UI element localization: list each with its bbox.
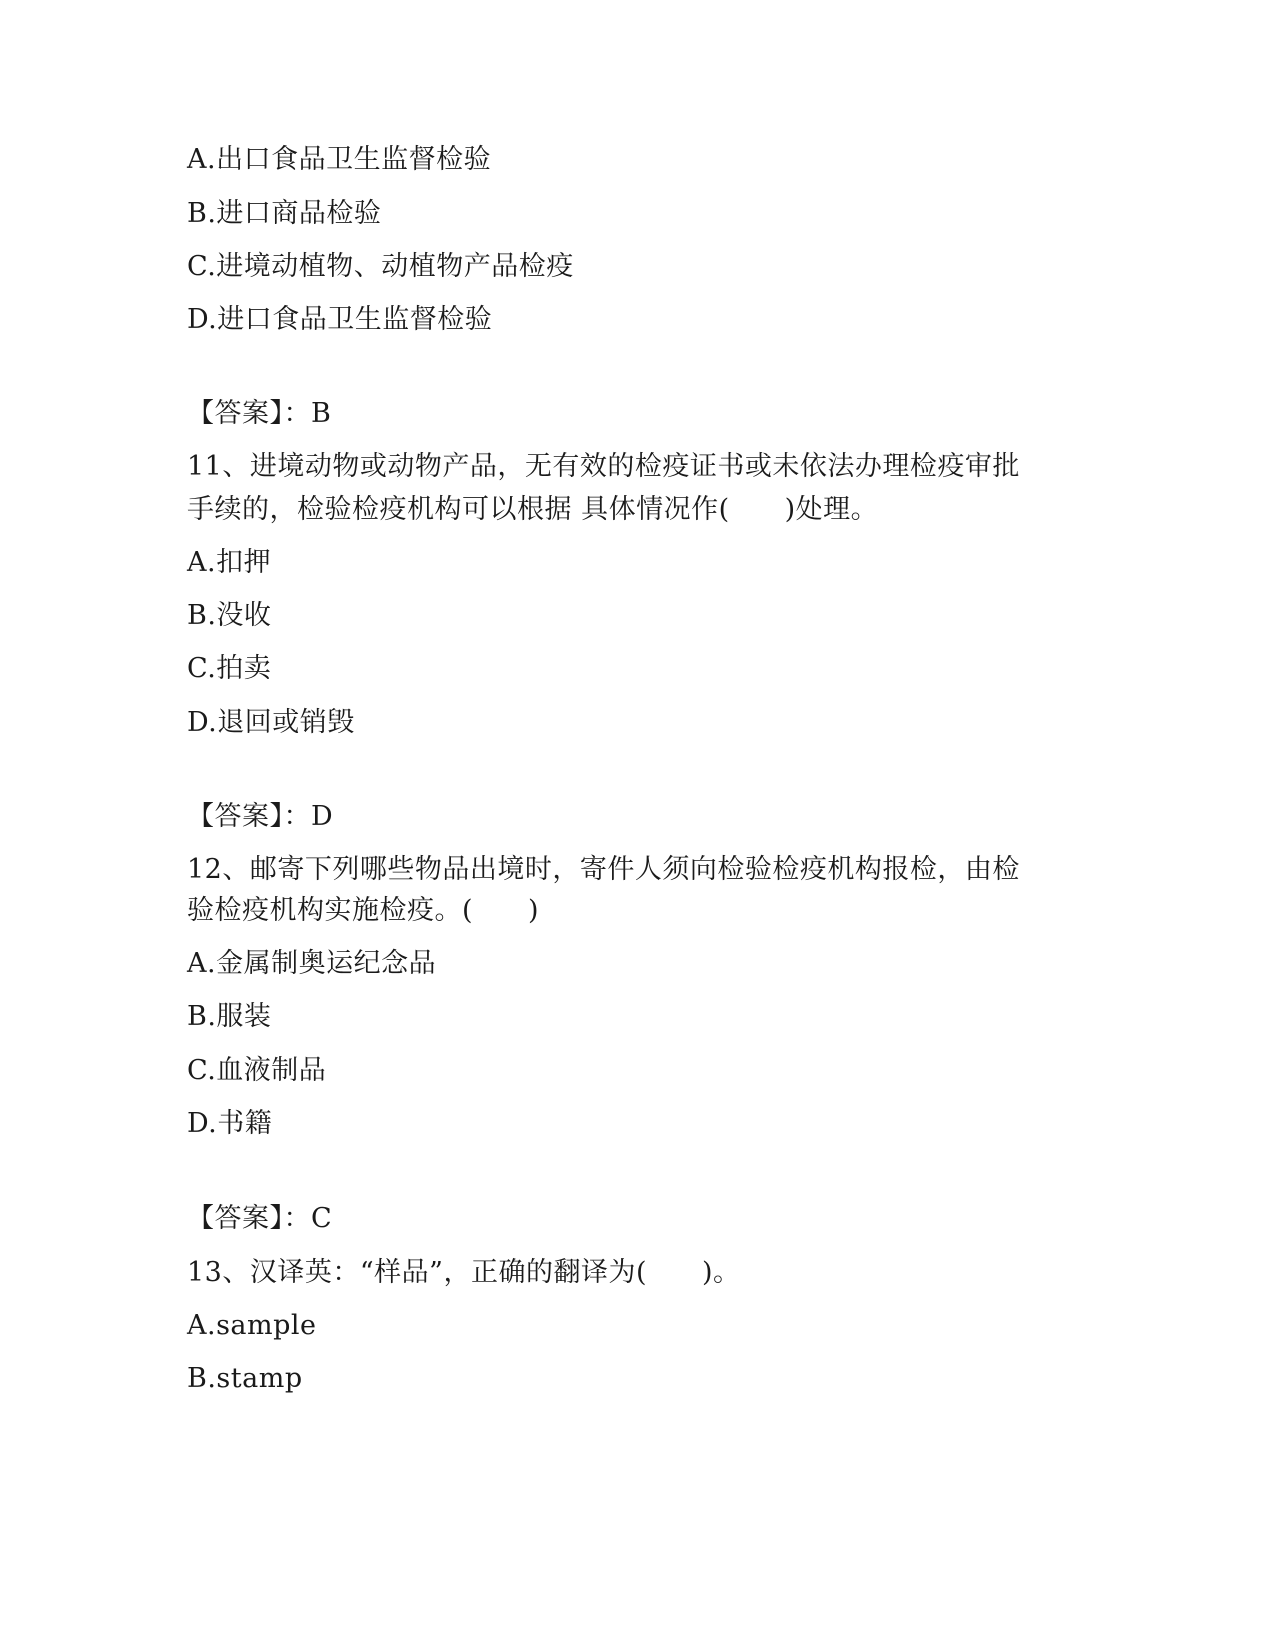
- q13-option-a: A.sample: [187, 1310, 317, 1341]
- q10-option-d: D.进口食品卫生监督检验: [187, 304, 493, 335]
- q12-question-line2: 验检疫机构实施检疫。( ): [187, 895, 540, 926]
- q11-option-c: C.拍卖: [187, 653, 272, 684]
- q12-option-a: A.金属制奥运纪念品: [187, 948, 437, 979]
- q11-question-line2: 手续的，检验检疫机构可以根据 具体情况作( )处理。: [187, 494, 879, 525]
- q13-option-b: B.stamp: [187, 1363, 303, 1394]
- q11-option-b: B.没收: [187, 600, 272, 631]
- q10-option-c: C.进境动植物、动植物产品检疫: [187, 251, 574, 282]
- q10-option-b: B.进口商品检验: [187, 198, 382, 229]
- q12-option-d: D.书籍: [187, 1108, 273, 1139]
- q12-answer: 【答案】：C: [187, 1203, 333, 1234]
- q11-option-a: A.扣押: [187, 547, 272, 578]
- q13-question-line1: 13、汉译英：“样品”，正确的翻译为( )。: [187, 1257, 741, 1288]
- q10-option-a: A.出口食品卫生监督检验: [187, 144, 492, 175]
- q10-answer: 【答案】：B: [187, 398, 332, 429]
- q12-option-c: C.血液制品: [187, 1055, 327, 1086]
- q12-question-line1: 12、邮寄下列哪些物品出境时，寄件人须向检验检疫机构报检，由检: [187, 854, 1020, 885]
- q11-option-d: D.退回或销毁: [187, 707, 355, 738]
- q12-option-b: B.服装: [187, 1001, 272, 1032]
- q11-answer: 【答案】：D: [187, 801, 334, 832]
- q11-question-line1: 11、进境动物或动物产品，无有效的检疫证书或未依法办理检疫审批: [187, 451, 1020, 482]
